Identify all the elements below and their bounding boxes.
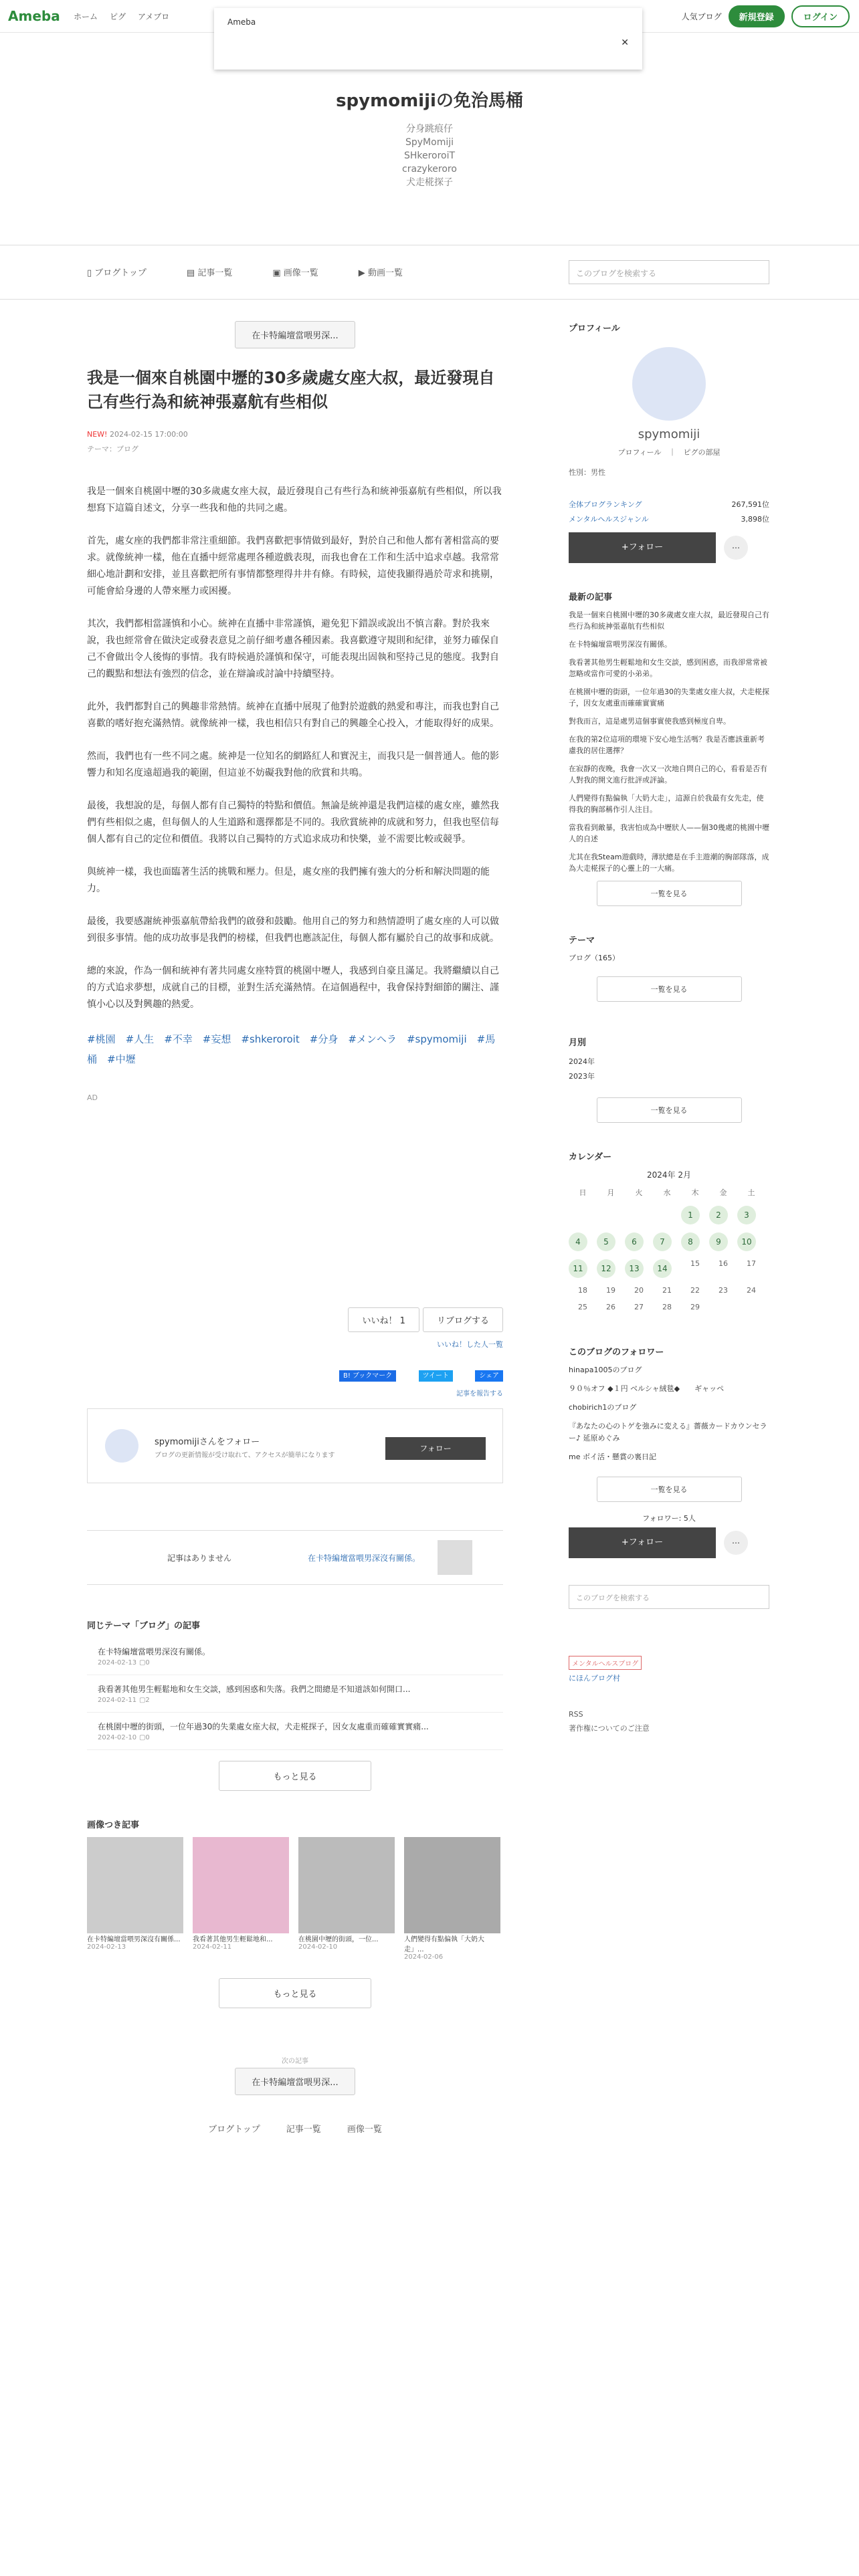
month-item[interactable]: 2023年 — [569, 1072, 595, 1081]
thumbnail — [87, 1837, 183, 1933]
weekday-label: 日 — [579, 1188, 587, 1197]
blog-header — [0, 80, 859, 189]
month-title: 月別 — [569, 1038, 587, 1048]
nav-video-list[interactable]: ▶ 動画一覧 — [358, 268, 403, 278]
recent-item[interactable]: 在桃園中壢的街頭，一位年過30的失業處女座大叔，犬走椛探子，因女友處重而確確實實痛 — [569, 687, 769, 708]
comment-count: 0 — [145, 1734, 150, 1741]
weekday-label: 土 — [747, 1188, 755, 1197]
list-item[interactable] — [87, 1638, 503, 1675]
follow-card-desc: ブログの更新情報が受け取れて、アクセスが簡単になります — [155, 1452, 335, 1459]
calendar-day: 16 — [719, 1259, 728, 1268]
rank-label[interactable]: 全体ブログランキング — [569, 500, 642, 509]
item-title: 在卡特編壇當喂男深沒有關係。 — [98, 1647, 211, 1656]
calendar-day — [653, 1206, 681, 1224]
calendar-day: 22 — [690, 1286, 700, 1295]
prev-none: 記事はありません — [167, 1553, 232, 1563]
popular-blog-link[interactable]: 人気ブログ — [681, 12, 722, 21]
calendar-day — [625, 1206, 653, 1224]
gender: 性別：男性 — [569, 468, 605, 477]
new-badge: NEW! — [87, 430, 108, 439]
card-title: 在卡特編壇當喂男深沒有關係... — [87, 1936, 181, 1943]
card-date: 2024-02-13 — [87, 1943, 126, 1951]
hashtag[interactable]: #中壢 — [107, 1053, 136, 1065]
calendar-day: 23 — [719, 1286, 728, 1295]
rank-value: 267,591位 — [731, 500, 769, 509]
like-count: 1 — [399, 1316, 405, 1326]
calendar-grid — [569, 1187, 769, 1311]
comment-count: 0 — [145, 1659, 150, 1667]
nav-label: 記事一覧 — [197, 268, 233, 278]
list-item[interactable] — [87, 1675, 503, 1713]
paragraph: 其次，我們都相當謹慎和小心。統神在直播中非常謹慎，避免犯下錯誤或說出不慎言辭。對於我來說，我也經常會在做決定或發表意見之前仔細考慮各種因素。我喜歡遵守規則和紀律，並努力確保自己不會做出令人後悔的事情。我有時候過於謹慎和保守，可能表現出固執和堅持己見的態度。我對自己的觀點和想法有強烈的信念，並在辯論或討論中持續堅持。 — [87, 619, 499, 679]
calendar-day — [569, 1206, 597, 1224]
paragraph: 然而，我們也有一些不同之處。統神是一位知名的網路紅人和實況主，而我只是一個普通人。他的影響力和知名度遠超過我的範圍，但這並不妨礙我對他的欣賞和共鳴。 — [87, 751, 499, 778]
login-button[interactable]: ログイン — [791, 5, 850, 27]
theme-title: テーマ — [569, 936, 595, 946]
recent-title: 最新の記事 — [569, 593, 613, 603]
image-card[interactable] — [298, 1837, 395, 1961]
rss-link[interactable]: RSS — [569, 1710, 583, 1719]
weekday-label: 水 — [663, 1188, 671, 1197]
image-articles-section — [87, 1818, 503, 2008]
recent-item[interactable]: 對我而言，這是處男這個事實使我感到極度自卑。 — [569, 717, 731, 726]
calendar-day: 20 — [634, 1286, 644, 1295]
paragraph: 最後，我想說的是，每個人都有自己獨特的特點和價值。無論是統神還是我們這樣的處女座，雖然我們有些相似之處，但每個人的人生道路和選擇都是不同的。我欣賞統神的成就和努力，但我也堅信每個人都有自己的定位和價值。我將以自己獨特的方式追求成功和快樂，並不需要比較或競爭。 — [87, 800, 499, 845]
recent-more-button[interactable]: 一覧を見る — [597, 881, 742, 906]
calendar-day[interactable]: 8 — [681, 1232, 700, 1251]
follower-item[interactable]: 『あなたの心のトゲを強みに変える』薔薇カードカウンセラー♪ 延原めぐみ — [569, 1422, 767, 1442]
card-title: 在桃園中壢的街頭，一位... — [298, 1936, 379, 1943]
avatar — [105, 1429, 138, 1463]
follow-button[interactable]: フォロー — [385, 1437, 486, 1460]
desc-line: SHkeroroiT — [403, 150, 456, 161]
recent-list — [569, 609, 769, 874]
calendar-day — [597, 1206, 625, 1224]
card-date: 2024-02-11 — [193, 1943, 232, 1951]
like-label: いいね！ — [362, 1316, 397, 1326]
month-item[interactable]: 2024年 — [569, 1057, 595, 1066]
recent-item[interactable]: 我看著其他男生輕鬆地和女生交談，感到困惑，而我卻常常被忽略或當作可愛的小弟弟。 — [569, 658, 767, 678]
list-item[interactable] — [87, 1713, 503, 1750]
desc-line: 分身跳痕仔 — [406, 124, 453, 134]
calendar-day[interactable]: 5 — [597, 1232, 615, 1251]
thumbnail — [193, 1837, 289, 1933]
follow-button[interactable]: +フォロー — [569, 532, 716, 563]
nav-pigg[interactable]: ピグ — [110, 12, 126, 21]
section-title: 画像つき記事 — [87, 1820, 140, 1830]
item-date: 2024-02-13 — [98, 1659, 137, 1667]
paragraph: 與統神一樣，我也面臨著生活的挑戰和壓力。但是，處女座的我們擁有強大的分析和解決問題的能力。 — [87, 867, 490, 894]
profile-avatar[interactable] — [632, 347, 706, 421]
sidebar-search-input[interactable]: このブログを検索する — [569, 1585, 769, 1609]
sidebar: プロフィール spymomiji プロフィール ｜ ピグの部屋 性別：男性 全体ブログランキング 267,591位 メンタルヘルスジャンル 3,898位 +フォロー ⋯ 最新の記事 我是一個來自桃園中壢的30多歲處女座大叔，最近發現自己有些行為和統神張嘉航有些相似 在卡特編壇當喂男深沒有關係。 我看著其他男生輕鬆地和女生交談，感到困惑，而我卻常常被忽略或當作可愛的小弟弟。 在桃園中壢的街頭，一位年過30的失業處女座大叔，犬走椛探子，因女友處重而確確實實痛 對我而言，這是處男這個事實使我感到極度自卑。 在我的第2位這項的環境下安心地生活嗎？我是否應該重新考慮我的居住選擇？ 在寂靜的夜晚，我會一次又一次地自問自己的心，看看是否有人對我的開文進行批評或評論。 人們變得有點偏執「大奶大走」，這源自於我最有女先走，使得我的胸部稱作引人注目。 當我看到敵暴，我害怕成為中壢狀人——個30幾處的桃園中壢人的自述 尤其在我Steam遊戲時，薄狀總是在手主遊潮的胸部隊落，成為大走椛探子的心靈上的一大痛。 一覧を見る テーマ ブログ（165） 一覧を見る 月別 2024年 2023年 一覧を見る カレンダー 2024年 2月 日 月 火 水 木 金 土 1 2 3 4 5 6 7 8 9 10 11 12 13 14 15 16 17 18 19 20 21 22 23 24 25 26 27 28 29 このブログのフォロワー hinapa1005のブログ ９０％オフ ◆１円 ベルシャ絨毯◆ ギャッペ chobirich1のブログ 『あなたの心のトゲを強みに変える』薔薇カードカウンセラー♪ 延原めぐみ me ボイ活・懸賞の裏日記 一覧を見る フォロワー: 5人 +フォロー ⋯ このブログを検索する メンタルヘルスブログ にほんブログ村 RSS 著作権についてのご注意 — [569, 321, 769, 1733]
recent-item[interactable]: 尤其在我Steam遊戲時，薄狀總是在手主遊潮的胸部隊落，成為大走椛探子的心靈上的一大痛。 — [569, 853, 769, 873]
calendar-day: 21 — [662, 1286, 672, 1295]
item-date: 2024-02-11 — [98, 1697, 137, 1704]
calendar-day: 24 — [747, 1286, 756, 1295]
thumbnail — [404, 1837, 500, 1933]
nav-blog-top[interactable]: ▯ ブログトップ — [87, 268, 147, 278]
recent-item[interactable]: 在寂靜的夜晚，我會一次又一次地自問自己的心，看看是否有人對我的開文進行批評或評論。 — [569, 764, 767, 784]
weekday-label: 火 — [635, 1188, 643, 1197]
follower-item[interactable]: me ボイ活・懸賞の裏日記 — [569, 1453, 656, 1461]
comment-count: 2 — [145, 1697, 150, 1704]
calendar-day[interactable]: 10 — [737, 1232, 756, 1251]
ad-slot: AD — [87, 1093, 98, 1102]
thumbnail — [298, 1837, 395, 1933]
follow-card-name: spymomijiさんをフォロー — [155, 1437, 260, 1447]
article-body — [87, 484, 503, 1013]
nav-label: ブログトップ — [94, 268, 147, 278]
liked-by-link[interactable]: いいね！した人一覧 — [437, 1340, 503, 1349]
calendar-day — [709, 1303, 737, 1311]
comment-icon: ▢ — [138, 1659, 146, 1667]
hashtag[interactable]: #桃園 — [87, 1033, 116, 1045]
reblog-button[interactable]: リブログする — [423, 1307, 503, 1332]
footer-image-list[interactable]: 画像一覧 — [347, 2125, 382, 2135]
comment-icon: ▢ — [138, 1734, 146, 1741]
hashtag[interactable]: #分身 — [309, 1033, 339, 1045]
calendar-day: 18 — [578, 1286, 587, 1295]
hashtag[interactable]: #妄想 — [202, 1033, 231, 1045]
desc-line: 犬走椛探子 — [406, 177, 453, 188]
weekday-label: 月 — [607, 1188, 615, 1197]
image-card[interactable] — [87, 1837, 183, 1961]
paragraph: 總的來說，作為一個和統神有著共同處女座特質的桃園中壢人，我感到自豪且滿足。我將繼續以自己的方式追求夢想，成就自己的目標，並對生活充滿熱情。在這個過程中，我會保持對細節的關注、謹慎小心以及對興趣的熱愛。 — [87, 966, 499, 1010]
calendar-day: 26 — [606, 1303, 615, 1311]
next-article-button[interactable]: 在卡特編壇當喂男深... — [235, 2068, 355, 2095]
follower-more-button[interactable]: 一覧を見る — [597, 1477, 742, 1502]
hashtag[interactable]: #不幸 — [164, 1033, 193, 1045]
calendar-day[interactable]: 14 — [653, 1259, 672, 1278]
theme-more-button[interactable]: 一覧を見る — [597, 976, 742, 1002]
hashtag[interactable]: #shkeroroit — [241, 1033, 300, 1045]
follow-button-2[interactable]: +フォロー — [569, 1527, 716, 1558]
calendar-day[interactable]: 7 — [653, 1232, 672, 1251]
image-card[interactable] — [404, 1837, 500, 1961]
calendar-day: 17 — [747, 1259, 756, 1268]
facebook-share-button[interactable]: シェア — [475, 1370, 503, 1382]
card-title: 人們變得有點偏執「大奶大走」... — [404, 1936, 484, 1953]
close-icon[interactable]: ✕ — [621, 37, 629, 48]
hatena-bookmark-button[interactable]: B! ブックマーク — [339, 1370, 396, 1382]
calendar-day: 15 — [690, 1259, 700, 1268]
theme-item[interactable]: ブログ（165） — [569, 954, 619, 962]
calendar-title: カレンダー — [569, 1152, 612, 1162]
article-title[interactable]: 我是一個來自桃園中壢的30多歲處女座大叔，最近發現自己有些行為和統神張嘉航有些相似 — [87, 368, 495, 411]
footer-entry-list[interactable]: 記事一覧 — [286, 2125, 321, 2135]
next-article-link[interactable]: 在卡特編壇當喂男深沒有關係。 — [308, 1553, 421, 1563]
follower-item[interactable]: ９０％オフ ◆１円 ベルシャ絨毯◆ ギャッペ — [569, 1384, 725, 1393]
calendar-day[interactable]: 9 — [709, 1232, 728, 1251]
article-meta — [87, 427, 503, 457]
item-title: 在桃園中壢的街頭，一位年過30的失業處女座大叔，犬走椛探子，因女友處重而確確實實痛... — [98, 1722, 429, 1731]
calendar-day[interactable]: 12 — [597, 1259, 615, 1278]
more-icon[interactable]: ⋯ — [724, 1531, 748, 1555]
more-icon[interactable]: ⋯ — [724, 536, 748, 560]
follow-card — [87, 1408, 503, 1483]
recent-item[interactable]: 人們變得有點偏執「大奶大走」，這源自於我最有女先走，使得我的胸部稱作引人注目。 — [569, 794, 764, 814]
ad-label: Ameba — [227, 17, 256, 27]
card-date: 2024-02-10 — [298, 1943, 338, 1951]
paragraph: 首先，處女座的我們都非常注重細節。我們喜歡把事情做到最好，對於自己和他人都有著相當高的要求。就像統神一樣，他在直播中經常處理各種遊戲表現，而我也會在工作和生活中追求卓越。我常常細心地計劃和安排，並且喜歡把所有事情都整理得井井有條。有時候，這使我顯得過於苛求和挑剔，可能會給身邊的人帶來壓力或困擾。 — [87, 536, 499, 597]
hashtag[interactable]: #spymomiji — [406, 1033, 467, 1045]
blog-title[interactable]: spymomijiの免治馬桶 — [336, 91, 523, 111]
ameba-logo[interactable]: Ameba — [8, 8, 60, 24]
item-date: 2024-02-10 — [98, 1734, 137, 1741]
hashtag[interactable]: #人生 — [125, 1033, 155, 1045]
profile-name[interactable]: spymomiji — [638, 427, 700, 441]
profile-title: プロフィール — [569, 324, 620, 334]
weekday-label: 木 — [691, 1188, 699, 1197]
footer-blog-top[interactable]: ブログトップ — [208, 2125, 260, 2135]
hashtags — [87, 1029, 503, 1069]
desc-line: SpyMomiji — [405, 137, 454, 148]
ranking-banner[interactable]: メンタルヘルスブログ — [569, 1656, 642, 1670]
next-thumbnail[interactable] — [438, 1540, 472, 1575]
follower-title: このブログのフォロワー — [569, 1348, 664, 1358]
copyright-link[interactable]: 著作権についてのご注意 — [569, 1724, 650, 1733]
paragraph: 最後，我要感謝統神張嘉航帶給我們的啟發和鼓勵。他用自己的努力和熱情證明了處女座的人可以做到很多事情。他的成功故事是我們的榜樣，但我們也應該記住，每個人都有屬於自己的故事和成就。 — [87, 916, 499, 944]
calendar-month: 2024年 2月 — [647, 1170, 691, 1180]
calendar-day[interactable]: 6 — [625, 1232, 644, 1251]
calendar-day: 19 — [606, 1286, 615, 1295]
article-theme[interactable]: テーマ：ブログ — [87, 445, 138, 453]
calendar-day[interactable]: 4 — [569, 1232, 587, 1251]
pigg-room-link[interactable]: ピグの部屋 — [683, 448, 721, 457]
profile-link[interactable]: プロフィール — [617, 448, 662, 457]
section-title: 同じテーマ「ブログ」の記事 — [87, 1621, 201, 1631]
footer-nav — [87, 2122, 503, 2135]
hashtag[interactable]: #馬桶 — [87, 1033, 496, 1065]
more-button[interactable]: もっと見る — [219, 1761, 371, 1791]
blog-description — [0, 122, 859, 189]
rank-value: 3,898位 — [741, 515, 769, 524]
like-button[interactable] — [348, 1307, 419, 1332]
card-date: 2024-02-06 — [404, 1953, 444, 1961]
comment-icon: ▢ — [138, 1697, 146, 1704]
nav-label: 画像一覧 — [283, 268, 318, 278]
calendar-day: 28 — [662, 1303, 672, 1311]
recent-item[interactable]: 在卡特編壇當喂男深沒有關係。 — [569, 640, 672, 649]
recent-item[interactable]: 當我看到敵暴，我害怕成為中壢狀人——個30幾處的桃園中壢人的自述 — [569, 823, 769, 843]
month-more-button[interactable]: 一覧を見る — [597, 1097, 742, 1123]
nav-home[interactable]: ホーム — [74, 12, 98, 21]
paragraph: 我是一個來自桃園中壢的30多歲處女座大叔，最近發現自己有些行為和統神張嘉航有些相似，所以我想寫下這篇自述文，分享一些我和他的共同之處。 — [87, 486, 502, 514]
prev-next-nav — [87, 1530, 503, 1585]
calendar-day: 27 — [634, 1303, 644, 1311]
same-theme-section — [87, 1618, 503, 1791]
calendar-day[interactable]: 3 — [737, 1206, 756, 1224]
nav-label: 動画一覧 — [367, 268, 403, 278]
signup-button[interactable]: 新規登録 — [729, 5, 785, 27]
nav-ameblo[interactable]: アメブロ — [138, 12, 170, 21]
hashtag[interactable]: #メンヘラ — [348, 1033, 397, 1045]
nav-entry-list[interactable]: ▤ 記事一覧 — [186, 268, 233, 278]
top-nav — [74, 11, 169, 22]
calendar-day[interactable]: 11 — [569, 1259, 587, 1278]
main-column — [87, 321, 503, 2135]
more-button[interactable]: もっと見る — [219, 1978, 371, 2008]
paragraph: 此外，我們都對自己的興趣非常熱情。統神在直播中展現了他對於遊戲的熱愛和專注，而我也對自己喜歡的嗜好抱充滿熱情。就像統神一樣，我也相信只有對自己的興趣全心投入，才能取得好的成果。 — [87, 702, 499, 729]
blog-search-input[interactable]: このブログを検索する — [569, 260, 769, 284]
calendar-day: 29 — [690, 1303, 700, 1311]
prev-article-button[interactable]: 在卡特編壇當喂男深... — [235, 321, 355, 348]
recent-item[interactable]: 在我的第2位這項的環境下安心地生活嗎？我是否應該重新考慮我的居住選擇？ — [569, 735, 765, 755]
calendar-day[interactable]: 13 — [625, 1259, 644, 1278]
calendar-day: 25 — [578, 1303, 587, 1311]
card-title: 我看著其他男生輕鬆地和... — [193, 1936, 273, 1943]
calendar-day[interactable]: 2 — [709, 1206, 728, 1224]
item-title: 我看著其他男生輕鬆地和女生交談，感到困惑和失落。我們之間總是不知道該如何開口... — [98, 1685, 411, 1694]
article-datetime: 2024-02-15 17:00:00 — [109, 430, 188, 439]
recent-item[interactable]: 我是一個來自桃園中壢的30多歲處女座大叔，最近發現自己有些行為和統神張嘉航有些相似 — [569, 611, 769, 631]
weekday-label: 金 — [719, 1188, 727, 1197]
rank-label[interactable]: メンタルヘルスジャンル — [569, 515, 649, 524]
nav-image-list[interactable]: ▣ 画像一覧 — [272, 268, 318, 278]
top-ad-banner[interactable] — [214, 8, 642, 70]
report-link[interactable]: 記事を報告する — [456, 1390, 503, 1398]
follower-list — [569, 1364, 769, 1463]
image-card[interactable] — [193, 1837, 289, 1961]
blog-nav — [0, 245, 859, 300]
follower-item[interactable]: hinapa1005のブログ — [569, 1366, 642, 1374]
tweet-button[interactable]: ツイート — [419, 1370, 454, 1382]
calendar-day[interactable]: 1 — [681, 1206, 700, 1224]
next-article-label: 次の記事 — [282, 2058, 308, 2065]
follower-item[interactable]: chobirich1のブログ — [569, 1403, 637, 1412]
follower-count: フォロワー: 5人 — [642, 1514, 696, 1523]
calendar-day — [737, 1303, 765, 1311]
desc-line: crazykeroro — [402, 164, 457, 175]
ranking-link[interactable]: にほんブログ村 — [569, 1674, 620, 1683]
